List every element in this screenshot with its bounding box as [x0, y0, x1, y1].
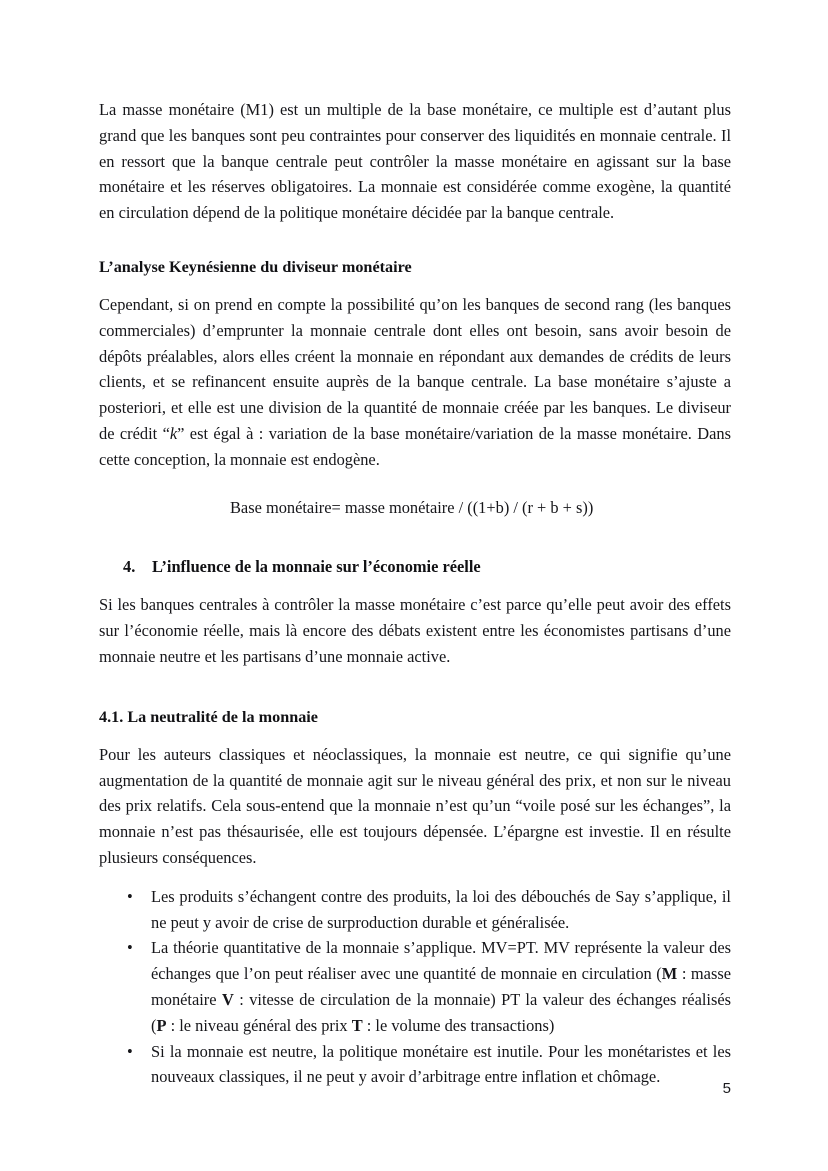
- heading-analyse-keynesienne: L’analyse Keynésienne du diviseur monétaire: [99, 257, 412, 276]
- section-4-title: L’influence de la monnaie sur l’économie réelle: [152, 557, 481, 577]
- spacer: [99, 473, 731, 495]
- theorie-quantitative-part2: : masse monétaire: [151, 964, 731, 1009]
- spacer: [99, 278, 731, 292]
- theorie-quantitative-part5: : le volume des transactions): [362, 1015, 555, 1035]
- variable-p: P: [156, 1015, 167, 1035]
- bullet-icon: •: [127, 938, 133, 958]
- theorie-quantitative-part4: : le niveau général des prix: [166, 1015, 352, 1035]
- list-item-text: Si la monnaie est neutre, la politique monétaire est inutile. Pour les monétaristes et les nouveaux classiques, il ne peut y avoir d’arbitrage entre inflation et chômage.: [151, 1041, 731, 1087]
- spacer: [99, 871, 731, 884]
- spacer: [99, 520, 731, 556]
- variable-t: T: [351, 1015, 363, 1035]
- formula-base-monetaire: Base monétaire= masse monétaire / ((1+b) / (r + b + s)): [230, 497, 594, 517]
- variable-v: V: [221, 989, 234, 1009]
- consequences-list: [99, 884, 731, 1090]
- bullet-icon: •: [127, 886, 133, 906]
- list-item-text: Les produits s’échangent contre des produits, la loi des débouchés de Say s’applique, il ne peut y avoir de crise de surproduction durable et généralisée.: [151, 886, 731, 932]
- paragraph-diviseur-part1: Cependant, si on prend en compte la possibilité qu’on les banques de second rang (les banques commerciales) d’emprunter la monnaie centrale dont elles ont besoin, sans avoir besoin de dépôts préalables, alors elles créent la monnaie en répondant aux demandes de crédits de leurs clients, et se refinancent ensuite auprès de la banque centrale. La base monétaire s’ajuste a posteriori, et elle est une division de la quantité de monnaie créée par les banques. Le diviseur de crédit “: [99, 294, 731, 443]
- spacer: [99, 226, 731, 256]
- spacer: [99, 578, 731, 592]
- paragraph-influence-monnaie: Si les banques centrales à contrôler la masse monétaire c’est parce qu’elle peut avoir des effets sur l’économie réelle, mais là encore des débats existent entre les économistes partisans d’une monnaie neutre et les partisans d’une monnaie active.: [99, 595, 731, 666]
- page-content: [99, 97, 731, 1090]
- paragraph-neutralite-monnaie: Pour les auteurs classiques et néoclassiques, la monnaie est neutre, ce qui signifie qu’une augmentation de la quantité de monnaie agit sur le niveau général des prix, et non sur le niveau des prix relatifs. Cela sous-entend que la monnaie n’est qu’un “voile posé sur les échanges”, la monnaie n’est pas thésaurisée, elle est toujours dépensée. L’épargne est investie. Il en résulte plusieurs conséquences.: [99, 744, 731, 867]
- heading-section-4: [99, 556, 731, 578]
- list-item-text: [151, 938, 731, 1034]
- spacer: [99, 728, 731, 742]
- section-4-number: 4.: [123, 557, 136, 577]
- list-item: [99, 935, 731, 1038]
- theorie-quantitative-part3: : vitesse de circulation de la monnaie) PT la valeur des échanges réalisés (: [151, 989, 731, 1035]
- paragraph-diviseur-part2: ” est égal à : variation de la base monétaire/variation de la masse monétaire. Dans cette conception, la monnaie est endogène.: [99, 423, 731, 469]
- page-number: 5: [722, 1080, 731, 1097]
- variable-m: M: [661, 964, 678, 984]
- paragraph-diviseur-monetaire: [99, 292, 731, 473]
- spacer: [99, 670, 731, 706]
- list-item: [99, 884, 731, 936]
- theorie-quantitative-part1: La théorie quantitative de la monnaie s’applique. MV=PT. MV représente la valeur des échanges que l’on peut réaliser avec une quantité de monnaie en circulation (: [151, 938, 731, 984]
- paragraph-masse-monetaire: La masse monétaire (M1) est un multiple de la base monétaire, ce multiple est d’autant plus grand que les banques sont peu contraintes pour conserver des liquidités en monnaie centrale. Il en ressort que la banque centrale peut contrôler la masse monétaire en agissant sur la base monétaire et les réserves obligatoires. La monnaie est considérée comme exogène, la quantité en circulation dépend de la politique monétaire décidée par la banque centrale.: [99, 100, 731, 223]
- diviseur-variable-k: k: [169, 423, 178, 443]
- heading-section-4-1: 4.1. La neutralité de la monnaie: [99, 707, 318, 726]
- bullet-icon: •: [127, 1041, 133, 1061]
